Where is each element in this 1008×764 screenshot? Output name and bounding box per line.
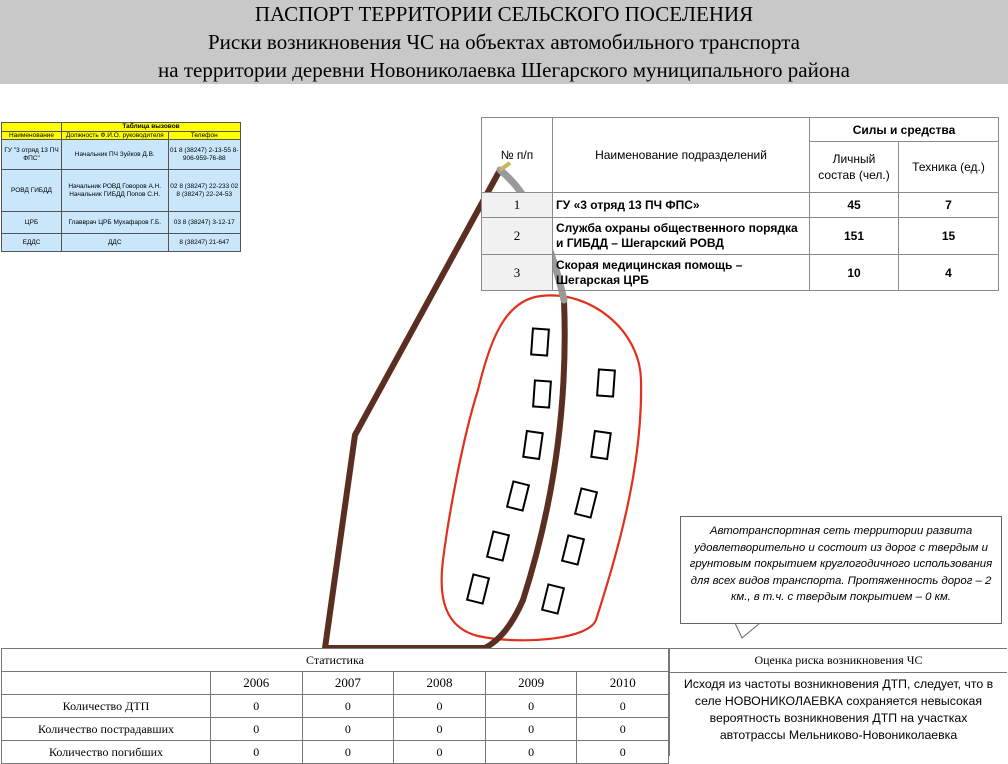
statistics-year: 2010 [577, 672, 669, 695]
call-table-col-person: Должность Ф.И.О. руководителя [62, 131, 169, 140]
call-row-phone: 02 8 (38247) 22-233 02 8 (38247) 22-24-53 [168, 170, 240, 212]
statistics-cell: 0 [211, 695, 303, 718]
call-row-name: РОВД ГИБДД [2, 170, 62, 212]
forces-table [481, 117, 999, 291]
header-location: на территории деревни Новониколаевка Шегарского муниципального района [158, 58, 850, 82]
call-row-name: ЕДДС [2, 234, 62, 252]
statistics-cell: 0 [394, 695, 486, 718]
building-marker [531, 328, 549, 355]
statistics-table [1, 648, 669, 764]
forces-row-staff: 10 [810, 255, 899, 291]
building-marker [467, 574, 489, 603]
forces-row-tech: 7 [899, 193, 999, 218]
forces-row-staff: 151 [810, 218, 899, 255]
forces-row-num: 3 [482, 255, 553, 291]
statistics-year: 2006 [211, 672, 303, 695]
forces-row-tech: 15 [899, 218, 999, 255]
forces-col-num: № п/п [482, 118, 553, 193]
statistics-cell: 0 [577, 718, 669, 741]
statistics-cell: 0 [302, 695, 394, 718]
statistics-cell: 0 [394, 718, 486, 741]
call-row-phone: 8 (38247) 21-647 [168, 234, 240, 252]
building-marker [562, 535, 584, 564]
statistics-cell: 0 [485, 718, 577, 741]
risk-text: Исходя из частоты возникновения ДТП, следует, что в селе НОВОНИКОЛАЕВКА сохраняется невысокая вероятность возникновения ДТП на участках автотрассы Мельниково-Новониколаевка [683, 677, 994, 742]
statistics-row-label: Количество пострадавших [2, 718, 211, 741]
risk-title: Оценка риска возникновения ЧС [670, 649, 1007, 673]
forces-row-num: 1 [482, 193, 553, 218]
call-row-phone: 03 8 (38247) 3-12-17 [168, 212, 240, 234]
statistics-row-label: Количество погибших [2, 741, 211, 764]
statistics-cell: 0 [302, 718, 394, 741]
callout-pointer [735, 623, 760, 638]
statistics-year: 2007 [302, 672, 394, 695]
forces-col-tech: Техника (ед.) [899, 142, 999, 193]
statistics-cell: 0 [302, 741, 394, 764]
building-marker [523, 431, 542, 459]
forces-row-name: Служба охраны общественного порядка и ГИБДД – Шегарский РОВД [553, 218, 810, 255]
road-network-callout [680, 516, 1002, 624]
call-row-phone: 01 8 (38247) 2-13-55 8-906-959-76-88 [168, 140, 240, 170]
forces-row-tech: 4 [899, 255, 999, 291]
call-row-name: ГУ "3 отряд 13 ПЧ ФПС" [2, 140, 62, 170]
statistics-cell: 0 [485, 741, 577, 764]
building-marker [487, 531, 509, 560]
forces-col-staff: Личный состав (чел.) [810, 142, 899, 193]
building-marker [542, 584, 564, 613]
statistics-cell: 0 [211, 718, 303, 741]
statistics-cell: 0 [485, 695, 577, 718]
forces-col-name: Наименование подразделений [553, 118, 810, 193]
forces-row-num: 2 [482, 218, 553, 255]
statistics-year: 2009 [485, 672, 577, 695]
call-table-spacer [2, 123, 62, 132]
header-subtitle: Риски возникновения ЧС на объектах автомобильного транспорта [208, 30, 800, 54]
call-table [1, 122, 241, 252]
statistics-cell: 0 [577, 741, 669, 764]
call-table-col-phone: Телефон [168, 131, 240, 140]
forces-row-name: ГУ «3 отряд 13 ПЧ ФПС» [553, 193, 810, 218]
call-table-col-name: Наименование [2, 131, 62, 140]
call-row-person: ДДС [62, 234, 169, 252]
call-row-name: ЦРБ [2, 212, 62, 234]
forces-col-group: Силы и средства [810, 118, 999, 142]
statistics-cell: 0 [211, 741, 303, 764]
header-title: ПАСПОРТ ТЕРРИТОРИИ СЕЛЬСКОГО ПОСЕЛЕНИЯ [254, 2, 754, 26]
building-marker [597, 369, 615, 396]
forces-row-name: Скорая медицинская помощь – Шегарская ЦРБ [553, 255, 810, 291]
call-row-person: Начальник РОВД Говоров А.Н. Начальник ГИБДД Попов С.Н. [62, 170, 169, 212]
forces-row-staff: 45 [810, 193, 899, 218]
building-marker [533, 380, 551, 407]
call-row-person: Начальник ПЧ Зуйков Д.В. [62, 140, 169, 170]
call-table-title: Таблица вызовов [62, 123, 241, 132]
statistics-title: Статистика [2, 649, 669, 672]
statistics-year: 2008 [394, 672, 486, 695]
statistics-row-label: Количество ДТП [2, 695, 211, 718]
statistics-corner [2, 672, 211, 695]
statistics-cell: 0 [394, 741, 486, 764]
building-marker [507, 481, 529, 510]
call-row-person: Главврач ЦРБ Мухафаров Г.Б. [62, 212, 169, 234]
statistics-cell: 0 [577, 695, 669, 718]
callout-text: Автотранспортная сеть территории развита удовлетворительно и состоит из дорог с твердым и грунтовым покрытием круглогодичного использования для всех видов транспорта. Протяженность дорог – 2 км., в т.ч. с твердым покрытием – 0 км. [689, 525, 993, 603]
risk-assessment [669, 648, 1007, 756]
building-marker [575, 488, 597, 517]
building-marker [591, 431, 610, 459]
